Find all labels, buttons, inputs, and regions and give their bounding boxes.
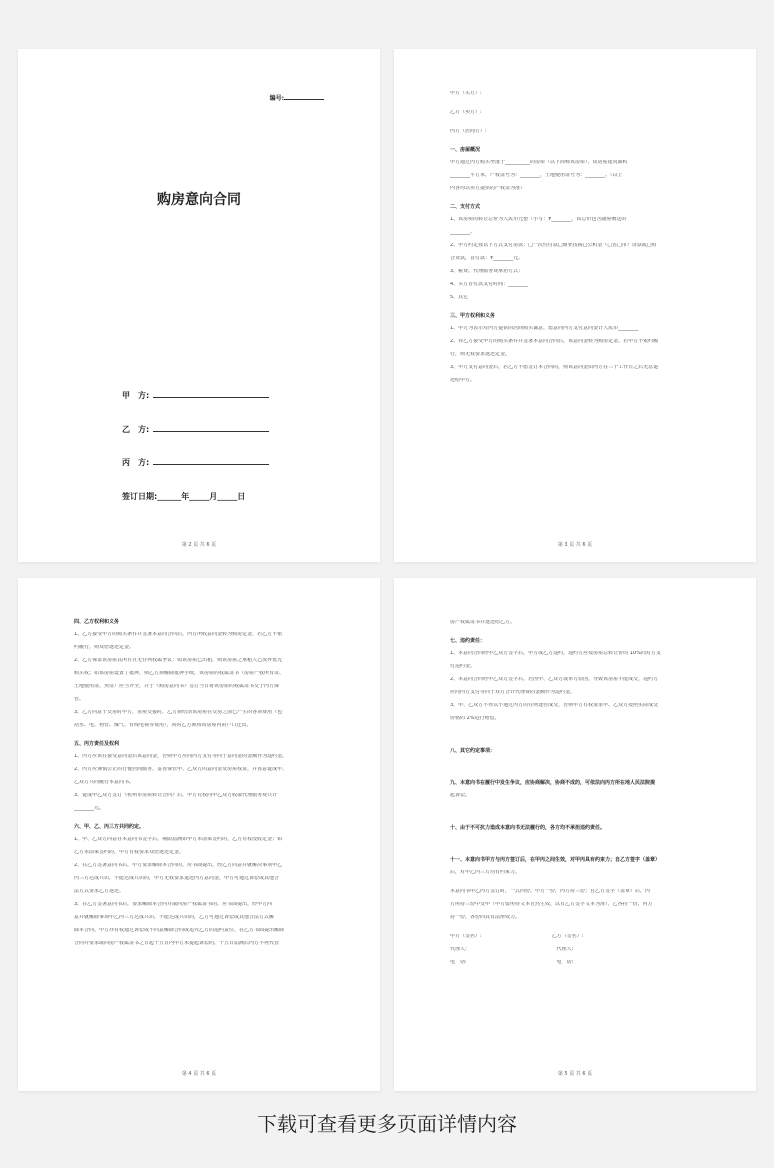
download-caption: 下载可查看更多页面详情内容 <box>257 1112 517 1136</box>
page-body <box>74 620 334 954</box>
text-line: 本意向书甲乙丙方签订时，一式四份，甲方一份，丙方持三份；自乙方签字（盖章）后，丙 <box>450 889 651 894</box>
text-line: 后，对甲乙丙三方均有约束力。 <box>450 870 521 875</box>
sign-date: 签订日期:______年_____月_____日 <box>122 492 246 501</box>
text-line: 3、促成甲乙双方签订《杭州市房屋转让合同》后，甲方有权向甲乙双方收取代理服务费共计 <box>74 793 278 798</box>
text-line: 4、买方首付款支付时间：________ <box>450 282 529 287</box>
section-heading: 十一、本意向书甲方与丙方签订后，在甲丙之间生效，对甲丙具有约束力；自乙方签字（盖章） <box>450 857 661 863</box>
text-line: ________平方米，产权证号为：________，土地使用证号为：________。（以上 <box>450 173 623 178</box>
text-line: 2、在乙方签署意向书后，甲方要求解除本合同的，应书面提出，经乙方同意并就解决事项甲乙 <box>74 863 283 868</box>
text-line: 应向丙方支付等同于双方合计代理费的金额作为违约金。 <box>450 690 576 695</box>
text-line: 2、乙方保证该房屋其所有且无任何权属争议：如该房屋已出租，则该房屋之承租人已放弃优先 <box>74 658 283 663</box>
text-line: 约履行，则双倍返还定金。 <box>74 645 135 650</box>
text-line: 管。 <box>74 697 85 702</box>
contract-page-2 <box>394 49 756 562</box>
party-c-line: 丙 方: <box>122 457 269 468</box>
spacer <box>450 761 710 767</box>
text-line: 1、乙方接受甲方的购买条件并签署本意向合同后，丙方所收意向金转为购房定金，若乙方不依 <box>74 632 283 637</box>
text-line: 内容均以卖方提供的产权证为准） <box>450 186 526 191</box>
text-line: 甲方（买方）: <box>450 91 482 96</box>
text-line: 还给甲方。 <box>450 378 476 383</box>
section-heading: 十、由于不可抗力造成本意向书无法履行的，各方均不承担违约责任。 <box>450 825 606 831</box>
text-line: 价格的 2%进行赔偿。 <box>450 716 500 721</box>
contract-page-3 <box>18 578 380 1091</box>
section-heading: 三、甲方权利和义务 <box>450 313 496 319</box>
text-line: 房产权属证书并返还给乙方。 <box>450 620 516 625</box>
text-line: 3、乙方同意于交房时甲方，房屋交接时，乙方须结清该房屋在交房之前已产生的各项费用（包 <box>74 710 283 715</box>
contract-number: 编号: <box>270 93 324 102</box>
text-line: 5、其它 <box>450 295 469 300</box>
text-line: ________。 <box>450 230 476 235</box>
text-line: 合贷款，首付款：¥________元。 <box>450 256 524 261</box>
spacer <box>450 806 710 812</box>
text-line: 起诉讼。 <box>450 793 471 798</box>
page-body <box>450 91 710 391</box>
spacer <box>450 729 710 735</box>
text-line: 2、甲方约定按以下方式支付房款：□一次性付款□商业按揭□公积金（□省□市）贷款或□组 <box>450 243 657 248</box>
text-line: 乙方（卖方）: <box>450 110 482 115</box>
text-line: 丙方（居间方）: <box>450 129 487 134</box>
page-footer: 第 4 页 共 6 页 <box>181 1071 217 1077</box>
text-line: ________元。 <box>74 806 105 811</box>
section-heading: 二、支付方式 <box>450 204 481 210</box>
section-heading: 九、本意向书在履行中发生争议，应协商解决，协商不成的，可依法向丙方所在地人民法院提 <box>450 780 656 786</box>
contract-page-4 <box>394 578 756 1091</box>
section-heading: 一、房屋概况 <box>450 147 481 153</box>
spacer <box>450 838 710 844</box>
page-footer: 第 2 页 共 6 页 <box>181 542 217 548</box>
text-line: 甲方（签名）: 乙方（签名）: <box>450 934 584 939</box>
text-line: 2、丙方应谨慎公正的行使居间服务，妥善保管甲、乙双方的意向金及房屋权证，并善意促成甲、 <box>74 767 288 772</box>
text-line: 乙方未前来签约的，甲方有权要求双倍返还定金。 <box>74 850 185 855</box>
text-line: 1、该房屋的转让总价为人民币元整（小写：¥________，该总价包含随屋赠送的 <box>450 217 627 222</box>
section-heading: 四、乙方权利和义务 <box>74 619 120 625</box>
text-line: 1、丙方应该在接受意向金后该意向金，否则甲方应向丙方支付等同于意向金的金额作为违约金。 <box>74 754 288 759</box>
text-line: 法方式要求乙方返还。 <box>74 889 125 894</box>
section-heading: 八、其它约定事项： <box>450 748 496 754</box>
party-a-line: 甲 方: <box>122 390 269 401</box>
text-line: 代理人: 代理人: <box>450 947 574 952</box>
section-heading: 六、甲、乙、丙三方共同约定。 <box>74 824 145 830</box>
text-line: 购买权；如该房屋设置了抵押，则乙方须解除抵押手续，该房屋的权属证书（房屋产权所有证、 <box>74 671 285 676</box>
page-body <box>450 620 710 973</box>
text-line: 1、甲、乙双方同意在本意向书签字后，期限届满如甲方未前来签约的，乙方有权没收定金；如 <box>74 837 283 842</box>
contract-title: 购房意向合同 <box>157 192 241 208</box>
text-line: 1、本意向合同经甲乙双方签字后，甲方或乙方违约，违约方应按房屋总转让价的 10%向对方支 <box>450 651 661 656</box>
text-line: 1、甲方为表示对丙方提供的居间购买诚意，愿意向丙方支付意向金计人民币________ <box>450 326 639 331</box>
text-line: 合同并要求取回房产权属证书之日起十五日内甲方未提起诉讼的，十五日届满后丙方不再代管 <box>74 941 280 946</box>
cover-page <box>18 49 380 562</box>
text-line: 除本合同。甲方亦有权通过诉讼或不同意解除合同或追究乙方的违约责任，在乙方书面提出解除 <box>74 928 285 933</box>
text-line: 2、本意向合同经甲乙双方签字后，若因甲、乙双方或单方原因，导致该房屋不能成交，违约方 <box>450 677 659 682</box>
text-line: 2、待乙方接受甲方的购买条件并签署本意向合同后，该意向金转为购房定金。若甲方不依约履 <box>450 339 659 344</box>
text-line: 括水、电、物管、煤气、有线电视等费用），同时乙方须将该房屋内的户口迁出。 <box>74 723 252 728</box>
text-line: 3、甲方支付意向金后，若乙方不愿签订本合同的，则该意向金由丙方在三个工作日之后无息退 <box>450 365 659 370</box>
text-line: 丙三方达成共识，不能达成共识的，甲方无权要求退还丙方意向金，甲方可通过诉讼或其他合 <box>74 876 280 881</box>
text-line: 3、税费、代理服务费承担方式： <box>450 269 524 274</box>
text-line: 乙双方共同履行本意向书。 <box>74 780 135 785</box>
section-heading: 五、丙方责任及权利 <box>74 741 120 747</box>
text-line: 3、甲、乙双方不得以不通过丙方的任何途径成交，否则甲方有权要求甲、乙双方按照实际成交 <box>450 703 659 708</box>
page-footer: 第 5 页 共 6 页 <box>557 1071 593 1077</box>
text-line: 行，则无权要求返还定金。 <box>450 352 511 357</box>
text-line: 土地使用证、契证）应当齐全，并于《购房意向书》签订当日将该房屋的权属证书交于丙方保 <box>74 684 280 689</box>
text-line: 甲方通过丙方购买坐落于__________的房屋（以下简称该房屋），该房屋建筑面积 <box>450 160 628 165</box>
text-line: 持一份，各份同具有法律效力。 <box>450 915 521 920</box>
text-line: 3、在乙方签署意向书后，要求解除本合同并取回房产权属证书的，应书面提出，经甲方同 <box>74 902 273 907</box>
text-line: 意并就解除事项甲乙丙三方达成共识，不能达成共识的，乙方可通过诉讼或其他合法方式解 <box>74 915 275 920</box>
section-heading: 七、违约责任： <box>450 638 486 644</box>
page-footer: 第 3 页 共 6 页 <box>557 542 593 548</box>
text-line: 方所持三份中交甲（甲方留所持文本自然生效，以有乙方签字文本为准）、乙各持一份，丙方 <box>450 902 653 907</box>
text-line: 电 话: 电 话: <box>450 960 574 965</box>
text-line: 付违约金。 <box>450 664 476 669</box>
party-b-line: 乙 方: <box>122 424 269 435</box>
